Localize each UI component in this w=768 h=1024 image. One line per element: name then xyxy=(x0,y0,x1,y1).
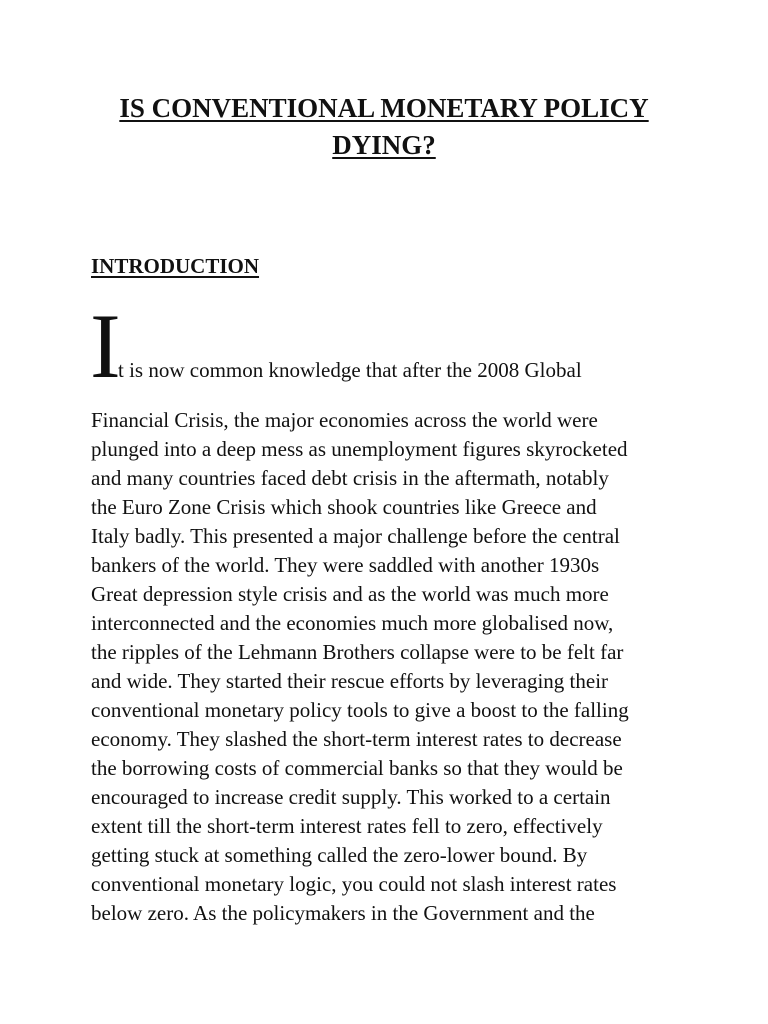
paragraph-line: Italy badly. This presented a major challenge before the central xyxy=(91,524,620,548)
paragraph-line: economy. They slashed the short-term interest rates to decrease xyxy=(91,727,622,751)
paragraph-first-line: t is now common knowledge that after the 2008 Global xyxy=(118,358,582,382)
paragraph-line: Financial Crisis, the major economies across the world were xyxy=(91,408,598,432)
paragraph-line: the borrowing costs of commercial banks so that they would be xyxy=(91,756,623,780)
paragraph-line: encouraged to increase credit supply. This worked to a certain xyxy=(91,785,611,809)
document-title xyxy=(84,90,684,164)
paragraph-line: getting stuck at something called the zero-lower bound. By xyxy=(91,843,588,867)
paragraph-line: bankers of the world. They were saddled with another 1930s xyxy=(91,553,600,577)
paragraph-line: the ripples of the Lehmann Brothers collapse were to be felt far xyxy=(91,640,624,664)
document-title-line-1: IS CONVENTIONAL MONETARY POLICY xyxy=(119,93,649,123)
document-title-line-2: DYING? xyxy=(332,130,436,160)
paragraph-line: plunged into a deep mess as unemployment figures skyrocketed xyxy=(91,437,628,461)
paragraph-line: Great depression style crisis and as the world was much more xyxy=(91,582,609,606)
paragraph-line: conventional monetary logic, you could not slash interest rates xyxy=(91,872,617,896)
paragraph-body xyxy=(91,406,691,928)
drop-cap-letter: I xyxy=(90,295,121,397)
paragraph-line: conventional monetary policy tools to give a boost to the falling xyxy=(91,698,629,722)
paragraph-line: and wide. They started their rescue efforts by leveraging their xyxy=(91,669,609,693)
section-heading-introduction: INTRODUCTION xyxy=(91,254,260,278)
paragraph-line: interconnected and the economies much more globalised now, xyxy=(91,611,614,635)
paragraph-line: below zero. As the policymakers in the Government and the xyxy=(91,901,595,925)
paragraph-line: the Euro Zone Crisis which shook countries like Greece and xyxy=(91,495,597,519)
paragraph-line: and many countries faced debt crisis in the aftermath, notably xyxy=(91,466,609,490)
paragraph-line: extent till the short-term interest rates fell to zero, effectively xyxy=(91,814,603,838)
